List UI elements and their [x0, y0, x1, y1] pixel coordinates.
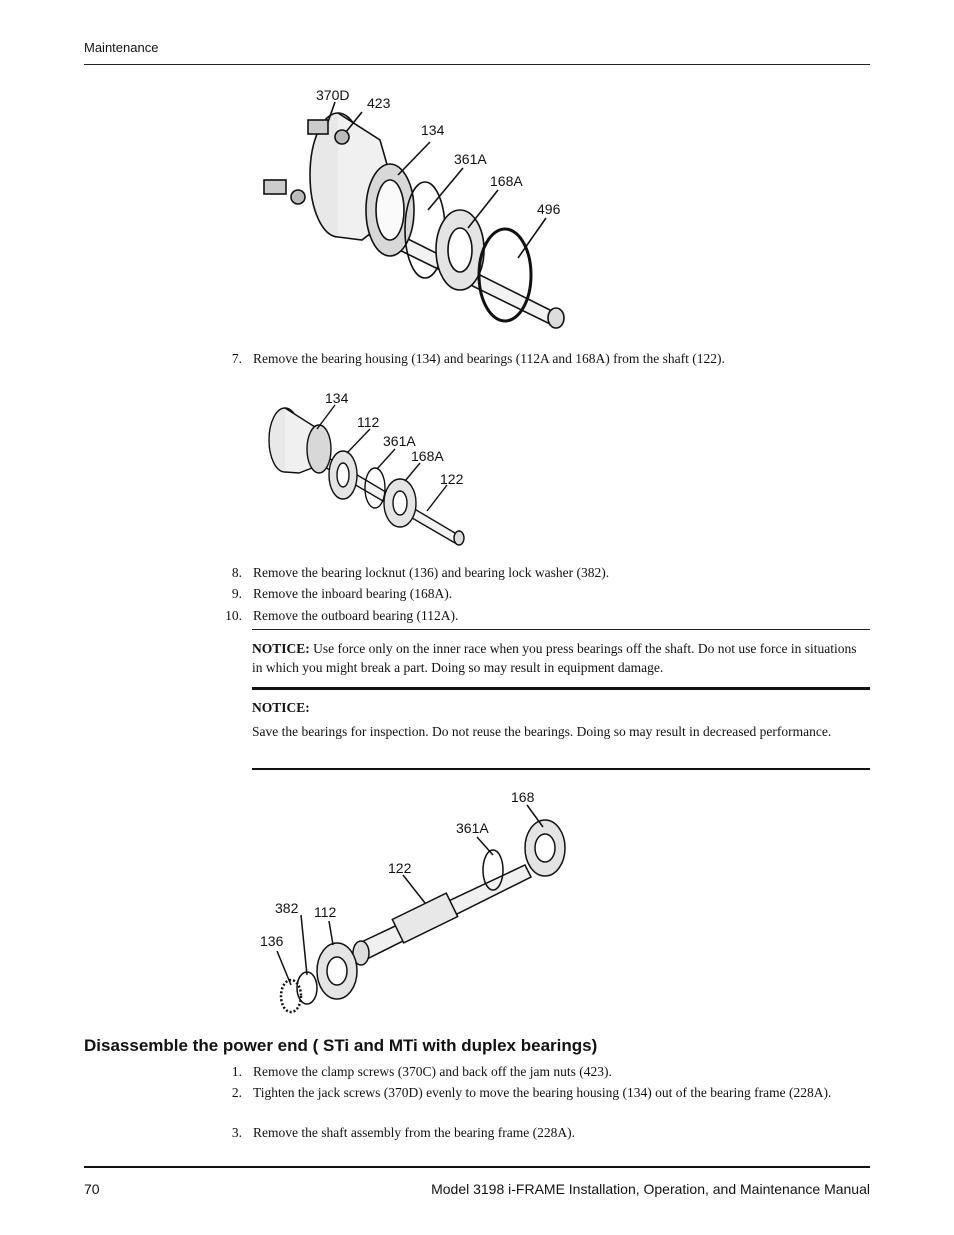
step-text: Remove the inboard bearing (168A).: [253, 586, 453, 601]
callout-112: 112: [314, 904, 337, 920]
notice-text: Save the bearings for inspection. Do not reuse the bearings. Doing so may result in decreased performance.: [252, 724, 832, 739]
step-text: Remove the outboard bearing (112A).: [253, 608, 459, 623]
step-number: 10.: [225, 608, 242, 623]
callout-134: 134: [421, 122, 445, 138]
step-number: 8.: [231, 565, 242, 580]
step-number: 7.: [231, 351, 242, 366]
callout-136: 136: [260, 933, 284, 949]
step-number: 9.: [231, 586, 242, 601]
notice-1: [252, 639, 870, 677]
notice-label: NOTICE:: [252, 700, 310, 715]
step-text: Remove the shaft assembly from the bearing frame (228A).: [253, 1125, 576, 1140]
callout-122: 122: [388, 860, 412, 876]
callout-122: 122: [440, 471, 464, 487]
section-heading: Disassemble the power end ( STi and MTi with duplex bearings): [84, 1036, 598, 1055]
step-number: 2.: [231, 1085, 242, 1100]
callout-382: 382: [275, 900, 299, 916]
callout-168a: 168A: [490, 173, 523, 189]
figure-bearing-housing-exploded: [250, 80, 580, 330]
page-number: 70: [84, 1181, 100, 1197]
notice-2-label: [252, 698, 870, 717]
footer-rule: [84, 1166, 870, 1168]
callout-423: 423: [367, 95, 391, 111]
step-number: 3.: [231, 1125, 242, 1140]
step-number: 1.: [231, 1064, 242, 1079]
step-text: Remove the clamp screws (370C) and back off the jam nuts (423).: [253, 1064, 612, 1079]
notice-text: Use force only on the inner race when you press bearings off the shaft. Do not use force in situations in which you might break a part. Doing so may result in equipment damage.: [252, 641, 857, 675]
figure-shaft-with-bearings: [255, 385, 485, 550]
notice-label: NOTICE:: [252, 641, 310, 656]
notice-2: [252, 722, 870, 741]
figure-shaft-locknut-exploded: [255, 785, 585, 1020]
callout-361a: 361A: [454, 151, 487, 167]
header-rule: [84, 64, 870, 65]
callout-112: 112: [357, 414, 380, 430]
callout-168a: 168A: [411, 448, 444, 464]
callout-168: 168: [511, 789, 535, 805]
manual-title: Model 3198 i-FRAME Installation, Operation, and Maintenance Manual: [431, 1181, 870, 1197]
notice-2-bottom-rule: [252, 768, 870, 770]
callout-361a: 361A: [456, 820, 489, 836]
running-header: Maintenance: [84, 40, 159, 55]
callout-134: 134: [325, 390, 349, 406]
step-text: Remove the bearing locknut (136) and bearing lock washer (382).: [253, 565, 610, 580]
callout-370d: 370D: [316, 87, 350, 103]
step-text: Tighten the jack screws (370D) evenly to move the bearing housing (134) out of the bearing frame (228A).: [253, 1085, 832, 1100]
notice-1-bottom-rule: [252, 687, 870, 690]
callout-361a: 361A: [383, 433, 416, 449]
notice-1-top-rule: [252, 629, 870, 630]
callout-496: 496: [537, 201, 561, 217]
step-text: Remove the bearing housing (134) and bearings (112A and 168A) from the shaft (122).: [253, 351, 725, 366]
